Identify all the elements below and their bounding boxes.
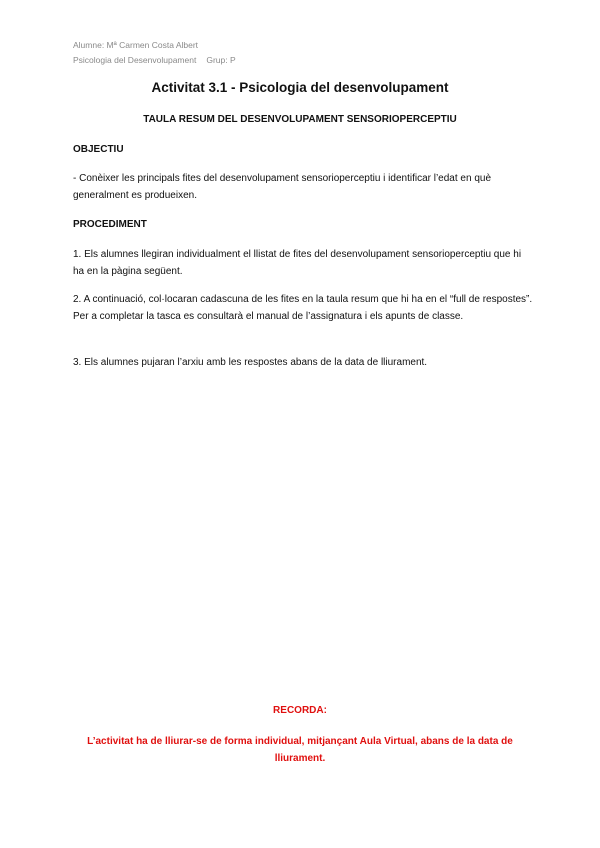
procedure-heading: PROCEDIMENT — [73, 219, 147, 230]
page-subtitle: TAULA RESUM DEL DESENVOLUPAMENT SENSORIOPERCEPTIU — [143, 114, 457, 125]
student-name: Alumne: Mª Carmen Costa Albert — [73, 40, 199, 50]
course-group-line — [73, 53, 236, 68]
objective-text: - Conèixer les principals fites del desenvolupament sensorioperceptiu i identificar l’edat en què generalment es produeixen. — [73, 173, 492, 201]
reminder-heading: RECORDA: — [273, 705, 327, 716]
document-header — [73, 38, 236, 68]
procedure-step-2: 2. A continuació, col·locaran cadascuna de les fites en la taula resum que hi ha en el “full de respostes”. Per a completar la tasca es consultarà el manual de l’assignatura i els apunts de classe. — [73, 294, 533, 322]
objective-heading: OBJECTIU — [73, 144, 124, 155]
page-title: Activitat 3.1 - Psicologia del desenvolupament — [151, 80, 449, 95]
reminder-text: L’activitat ha de lliurar-se de forma individual, mitjançant Aula Virtual, abans de la data de lliurament. — [87, 736, 513, 764]
course-name: Psicologia del Desenvolupament — [73, 55, 197, 65]
procedure-step-1: 1. Els alumnes llegiran individualment el llistat de fites del desenvolupament sensorioperceptiu que hi ha en la pàgina següent. — [73, 249, 522, 277]
group-label: Grup: P — [206, 55, 236, 65]
procedure-step-3: 3. Els alumnes pujaran l’arxiu amb les respostes abans de la data de lliurament. — [73, 357, 428, 368]
